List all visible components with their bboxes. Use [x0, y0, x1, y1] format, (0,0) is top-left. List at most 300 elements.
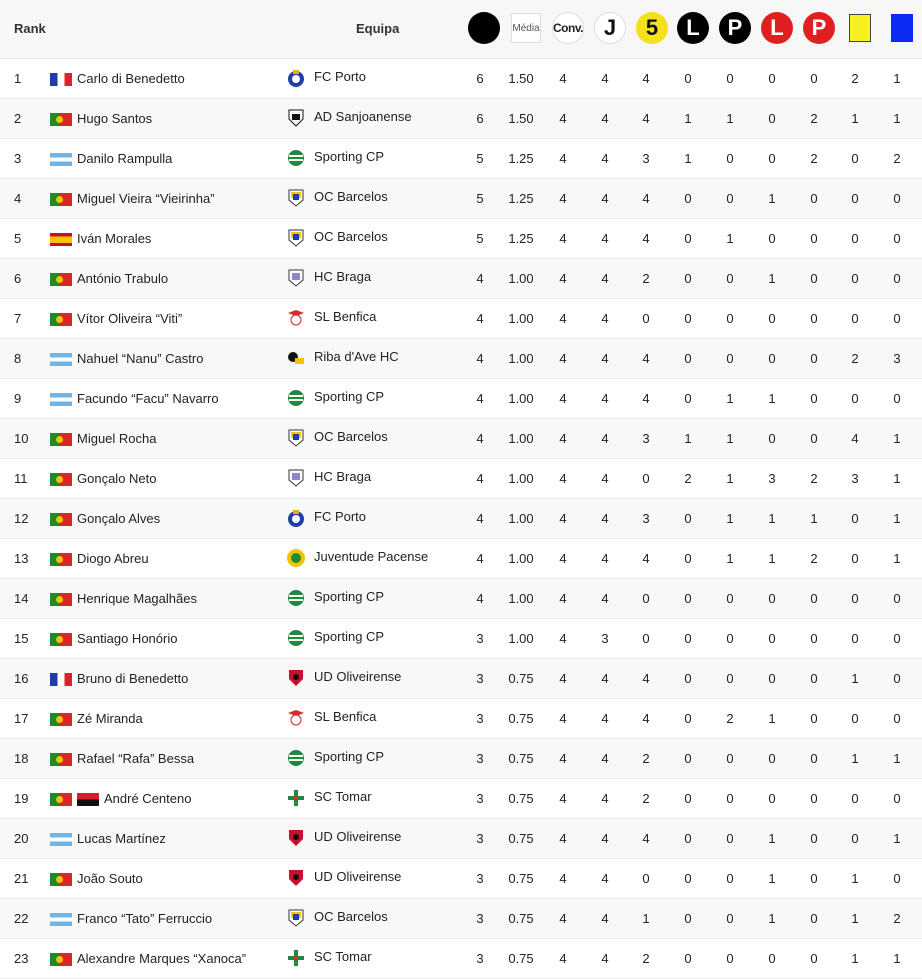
- table-row[interactable]: [0, 859, 922, 899]
- stat-cell: 1: [893, 951, 901, 966]
- table-row[interactable]: [0, 539, 922, 579]
- stat-cell: 4: [642, 231, 650, 246]
- stat-cell: 0: [810, 911, 818, 926]
- stat-cell: 0: [851, 191, 859, 206]
- rank-cell: 1: [14, 71, 22, 86]
- team-name[interactable]: AD Sanjoanense: [314, 109, 412, 124]
- table-row[interactable]: [0, 619, 922, 659]
- stat-cell: 0: [642, 311, 650, 326]
- stat-cell: 4: [476, 271, 484, 286]
- stat-cell: 3: [476, 631, 484, 646]
- player-name[interactable]: Henrique Magalhães: [77, 591, 197, 606]
- flag-pt-icon: [50, 273, 72, 286]
- player-name[interactable]: Lucas Martínez: [77, 831, 166, 846]
- blue-card-icon: [891, 14, 913, 42]
- stat-cell: 4: [601, 351, 609, 366]
- stat-cell: 1: [810, 511, 818, 526]
- ud-oliveirense-crest-icon: [286, 668, 306, 688]
- stat-cell: 4: [559, 151, 567, 166]
- stat-cell: 4: [601, 591, 609, 606]
- stat-cell: 0: [893, 711, 901, 726]
- table-body: [0, 59, 922, 979]
- stat-cell: 1.00: [508, 271, 534, 286]
- stat-cell: 0: [810, 311, 818, 326]
- team-name[interactable]: SC Tomar: [314, 789, 372, 804]
- stat-cell: 4: [559, 391, 567, 406]
- player-name[interactable]: Franco “Tato” Ferruccio: [77, 911, 213, 926]
- stat-cell: 4: [559, 311, 567, 326]
- player-name[interactable]: Miguel Rocha: [77, 431, 157, 446]
- stat-cell: 4: [642, 191, 650, 206]
- rank-cell: 7: [14, 311, 22, 326]
- l-red-circle-icon: L: [761, 12, 793, 44]
- table-row[interactable]: [0, 339, 922, 379]
- ud-oliveirense-crest-icon: [286, 828, 306, 848]
- stat-cell: 4: [476, 591, 484, 606]
- table-row[interactable]: [0, 99, 922, 139]
- stat-cell: 0: [768, 751, 776, 766]
- rank-cell: 3: [14, 151, 22, 166]
- stat-cell: 2: [810, 151, 818, 166]
- stat-cell: 0: [768, 791, 776, 806]
- flag-pt-icon: [50, 513, 72, 526]
- stat-cell: 3: [476, 791, 484, 806]
- table-row[interactable]: [0, 899, 922, 939]
- player-name[interactable]: Hugo Santos: [77, 111, 153, 126]
- team-name[interactable]: SC Tomar: [314, 949, 372, 964]
- stat-cell: 1: [893, 471, 901, 486]
- team-name[interactable]: Riba d'Ave HC: [314, 349, 399, 364]
- stat-cell: 0.75: [508, 791, 534, 806]
- stat-cell: 0: [810, 791, 818, 806]
- stat-cell: 0: [893, 311, 901, 326]
- stat-cell: 4: [559, 431, 567, 446]
- stat-cell: 1.00: [508, 471, 534, 486]
- player-name[interactable]: Carlo di Benedetto: [77, 71, 185, 86]
- player-name[interactable]: Vítor Oliveira “Viti”: [77, 311, 183, 326]
- stat-cell: 0: [684, 751, 692, 766]
- table-row[interactable]: [0, 419, 922, 459]
- stat-cell: 0: [684, 711, 692, 726]
- team-name[interactable]: Sporting CP: [314, 589, 385, 604]
- rank-cell: 9: [14, 391, 22, 406]
- black-circle-icon: [468, 12, 500, 44]
- table-row[interactable]: [0, 939, 922, 979]
- flag-fr-icon: [50, 73, 72, 86]
- fc-porto-crest-icon: [286, 68, 306, 88]
- stat-cell: 0: [768, 151, 776, 166]
- col-media-header[interactable]: [509, 11, 543, 45]
- rank-cell: 10: [14, 431, 29, 446]
- team-name[interactable]: OC Barcelos: [314, 229, 388, 244]
- rank-cell: 21: [14, 871, 29, 886]
- stat-cell: 4: [559, 351, 567, 366]
- table-row[interactable]: [0, 699, 922, 739]
- stat-cell: 3: [476, 911, 484, 926]
- col-five-header[interactable]: [635, 11, 669, 45]
- table-row[interactable]: [0, 219, 922, 259]
- stat-cell: 0: [684, 311, 692, 326]
- stat-cell: 1.50: [508, 111, 534, 126]
- team-name[interactable]: FC Porto: [314, 509, 367, 524]
- p-red-circle-icon: P: [803, 12, 835, 44]
- stat-cell: 2: [893, 911, 901, 926]
- stat-cell: 2: [642, 791, 650, 806]
- player-name[interactable]: Alexandre Marques “Xanoca”: [77, 951, 247, 966]
- stat-cell: 4: [559, 71, 567, 86]
- stat-cell: 1: [726, 511, 734, 526]
- stat-cell: 0: [642, 591, 650, 606]
- flag-ar-icon: [50, 393, 72, 406]
- stat-cell: 0: [893, 791, 901, 806]
- table-row[interactable]: [0, 139, 922, 179]
- team-header[interactable]: Equipa: [356, 21, 400, 36]
- rank-cell: 4: [14, 191, 22, 206]
- rank-cell: 13: [14, 551, 29, 566]
- player-name[interactable]: Miguel Vieira “Vieirinha”: [77, 191, 215, 206]
- juventude-pacense-crest-icon: [286, 548, 306, 568]
- rank-cell: 12: [14, 511, 29, 526]
- stat-cell: 1.25: [508, 191, 534, 206]
- stat-cell: 0.75: [508, 951, 534, 966]
- stat-cell: 4: [851, 431, 859, 446]
- stat-cell: 0: [768, 951, 776, 966]
- flag-pt-icon: [50, 553, 72, 566]
- rank-cell: 23: [14, 951, 29, 966]
- stat-cell: 1: [768, 551, 776, 566]
- player-name[interactable]: Diogo Abreu: [77, 551, 149, 566]
- oc-barcelos-crest-icon: [286, 428, 306, 448]
- stat-cell: 1: [684, 111, 692, 126]
- stat-cell: 0: [851, 271, 859, 286]
- table-row[interactable]: [0, 579, 922, 619]
- team-name[interactable]: SL Benfica: [314, 309, 377, 324]
- stat-cell: 0: [768, 591, 776, 606]
- player-name[interactable]: Bruno di Benedetto: [77, 671, 189, 686]
- stat-cell: 0: [726, 871, 734, 886]
- stat-cell: 2: [642, 271, 650, 286]
- stat-cell: 5: [476, 151, 484, 166]
- flag-pt-icon: [50, 113, 72, 126]
- stat-cell: 0: [684, 831, 692, 846]
- stat-cell: 2: [810, 111, 818, 126]
- stat-cell: 4: [559, 111, 567, 126]
- rank-cell: 16: [14, 671, 29, 686]
- team-name[interactable]: UD Oliveirense: [314, 869, 402, 884]
- col-p-header[interactable]: [718, 11, 752, 45]
- stat-cell: 1: [851, 671, 859, 686]
- stat-cell: 0: [726, 791, 734, 806]
- stat-cell: 0: [768, 111, 776, 126]
- fc-porto-crest-icon: [286, 508, 306, 528]
- stat-cell: 4: [476, 511, 484, 526]
- stat-cell: 0: [851, 391, 859, 406]
- stat-cell: 1: [768, 391, 776, 406]
- player-name[interactable]: Nahuel “Nanu” Castro: [77, 351, 204, 366]
- player-name[interactable]: António Trabulo: [77, 271, 169, 286]
- stat-cell: 0.75: [508, 711, 534, 726]
- player-name[interactable]: Rafael “Rafa” Bessa: [77, 751, 195, 766]
- stat-cell: 0.75: [508, 671, 534, 686]
- stat-cell: 4: [601, 711, 609, 726]
- team-name[interactable]: UD Oliveirense: [314, 669, 402, 684]
- flag-pt-icon: [50, 593, 72, 606]
- col-yellow-card-header[interactable]: [843, 11, 877, 45]
- stat-cell: 4: [559, 671, 567, 686]
- table-row[interactable]: [0, 659, 922, 699]
- stat-cell: 4: [601, 911, 609, 926]
- stat-cell: 0.75: [508, 871, 534, 886]
- player-name[interactable]: João Souto: [77, 871, 143, 886]
- stat-cell: 0: [726, 751, 734, 766]
- stat-cell: 1: [684, 431, 692, 446]
- player-name[interactable]: Danilo Rampulla: [77, 151, 173, 166]
- col-p-red-header[interactable]: [802, 11, 836, 45]
- flag-ar-icon: [50, 353, 72, 366]
- table-row[interactable]: [0, 379, 922, 419]
- stat-cell: 4: [559, 191, 567, 206]
- stat-cell: 1: [893, 511, 901, 526]
- stat-cell: 4: [601, 511, 609, 526]
- table-row[interactable]: [0, 499, 922, 539]
- rank-cell: 8: [14, 351, 22, 366]
- stat-cell: 0: [810, 951, 818, 966]
- stat-cell: 4: [642, 71, 650, 86]
- player-name[interactable]: Gonçalo Neto: [77, 471, 157, 486]
- sl-benfica-crest-icon: [286, 708, 306, 728]
- stat-cell: 0: [851, 151, 859, 166]
- stat-cell: 1.00: [508, 311, 534, 326]
- ud-oliveirense-crest-icon: [286, 868, 306, 888]
- stat-cell: 0: [893, 591, 901, 606]
- col-blue-card-header[interactable]: [885, 11, 919, 45]
- stat-cell: 4: [559, 631, 567, 646]
- stat-cell: 1.25: [508, 151, 534, 166]
- oc-barcelos-crest-icon: [286, 188, 306, 208]
- player-name[interactable]: André Centeno: [104, 791, 192, 806]
- table-row[interactable]: [0, 179, 922, 219]
- stat-cell: 3: [476, 871, 484, 886]
- stat-cell: 4: [559, 751, 567, 766]
- stat-cell: 0: [810, 631, 818, 646]
- stat-cell: 1.00: [508, 431, 534, 446]
- stat-cell: 0: [726, 591, 734, 606]
- stat-cell: 0: [893, 871, 901, 886]
- rank-cell: 15: [14, 631, 29, 646]
- stat-cell: 0: [851, 631, 859, 646]
- stat-cell: 4: [559, 791, 567, 806]
- stat-cell: 0: [851, 831, 859, 846]
- col-l-header[interactable]: [676, 11, 710, 45]
- table-row[interactable]: [0, 59, 922, 99]
- table-row[interactable]: [0, 299, 922, 339]
- stat-cell: 0: [726, 191, 734, 206]
- table-row[interactable]: [0, 259, 922, 299]
- stat-cell: 6: [476, 71, 484, 86]
- stat-cell: 1: [893, 751, 901, 766]
- team-name[interactable]: HC Braga: [314, 269, 372, 284]
- stat-cell: 0: [684, 391, 692, 406]
- flag-ar-icon: [50, 913, 72, 926]
- hc-braga-crest-icon: [286, 468, 306, 488]
- team-name[interactable]: Sporting CP: [314, 149, 385, 164]
- stat-cell: 0: [893, 631, 901, 646]
- player-name[interactable]: Facundo “Facu” Navarro: [77, 391, 219, 406]
- team-name[interactable]: OC Barcelos: [314, 189, 388, 204]
- stat-cell: 4: [601, 191, 609, 206]
- stat-cell: 0: [726, 71, 734, 86]
- stat-cell: 1: [851, 751, 859, 766]
- team-name[interactable]: Sporting CP: [314, 389, 385, 404]
- stat-cell: 2: [642, 951, 650, 966]
- flag-fr-icon: [50, 673, 72, 686]
- stat-cell: 2: [893, 151, 901, 166]
- stat-cell: 0: [810, 711, 818, 726]
- conv-circle-icon: Conv.: [552, 12, 584, 44]
- team-name[interactable]: UD Oliveirense: [314, 829, 402, 844]
- stat-cell: 1: [893, 551, 901, 566]
- stat-cell: 4: [642, 551, 650, 566]
- stat-cell: 3: [768, 471, 776, 486]
- team-name[interactable]: Sporting CP: [314, 629, 385, 644]
- stat-cell: 4: [476, 431, 484, 446]
- rank-cell: 17: [14, 711, 29, 726]
- team-name[interactable]: Sporting CP: [314, 749, 385, 764]
- stat-cell: 0: [768, 631, 776, 646]
- stat-cell: 0: [684, 351, 692, 366]
- p-black-circle-icon: P: [719, 12, 751, 44]
- stat-cell: 0: [684, 231, 692, 246]
- stat-cell: 0: [810, 351, 818, 366]
- stat-cell: 2: [642, 751, 650, 766]
- stat-cell: 3: [476, 671, 484, 686]
- stat-cell: 1.50: [508, 71, 534, 86]
- stat-cell: 0: [851, 551, 859, 566]
- team-name[interactable]: SL Benfica: [314, 709, 377, 724]
- stat-cell: 0: [642, 871, 650, 886]
- stat-cell: 3: [851, 471, 859, 486]
- stat-cell: 3: [476, 831, 484, 846]
- media-box-icon: Média: [511, 13, 541, 43]
- team-name[interactable]: OC Barcelos: [314, 429, 388, 444]
- flag-pt-icon: [50, 873, 72, 886]
- stat-cell: 0: [768, 431, 776, 446]
- col-black-circle-header[interactable]: [467, 11, 501, 45]
- rank-header[interactable]: Rank: [14, 21, 46, 36]
- team-name[interactable]: Juventude Pacense: [314, 549, 429, 564]
- stat-cell: 4: [476, 551, 484, 566]
- riba-dave-crest-icon: [286, 348, 306, 368]
- rank-cell: 18: [14, 751, 29, 766]
- stat-cell: 3: [476, 711, 484, 726]
- stat-cell: 1.00: [508, 631, 534, 646]
- rank-cell: 19: [14, 791, 29, 806]
- stat-cell: 1: [642, 911, 650, 926]
- stat-cell: 0: [851, 311, 859, 326]
- player-name[interactable]: Zé Miranda: [77, 711, 143, 726]
- team-name[interactable]: OC Barcelos: [314, 909, 388, 924]
- stat-cell: 0: [684, 791, 692, 806]
- stat-cell: 4: [601, 471, 609, 486]
- rank-cell: 5: [14, 231, 22, 246]
- stat-cell: 0: [851, 711, 859, 726]
- stat-cell: 4: [642, 111, 650, 126]
- stat-cell: 4: [601, 71, 609, 86]
- stat-cell: 0: [768, 231, 776, 246]
- stat-cell: 2: [851, 71, 859, 86]
- stat-cell: 1: [726, 391, 734, 406]
- stat-cell: 4: [601, 831, 609, 846]
- team-name[interactable]: FC Porto: [314, 69, 367, 84]
- flag-pt-icon: [50, 473, 72, 486]
- stat-cell: 4: [642, 671, 650, 686]
- table-row[interactable]: [0, 739, 922, 779]
- stat-cell: 0: [726, 151, 734, 166]
- stat-cell: 4: [601, 311, 609, 326]
- stat-cell: 0: [726, 831, 734, 846]
- team-name[interactable]: HC Braga: [314, 469, 372, 484]
- stat-cell: 0: [810, 391, 818, 406]
- five-yellow-circle-icon: 5: [636, 12, 668, 44]
- stat-cell: 1: [851, 951, 859, 966]
- col-j-header[interactable]: [593, 11, 627, 45]
- stat-cell: 0: [726, 311, 734, 326]
- stat-cell: 1: [851, 871, 859, 886]
- stat-cell: 3: [893, 351, 901, 366]
- stat-cell: 4: [476, 471, 484, 486]
- stat-cell: 2: [726, 711, 734, 726]
- stat-cell: 0.75: [508, 911, 534, 926]
- col-conv-header[interactable]: [551, 11, 585, 45]
- stat-cell: 0: [768, 671, 776, 686]
- stat-cell: 4: [601, 671, 609, 686]
- stat-cell: 3: [642, 431, 650, 446]
- stat-cell: 4: [559, 871, 567, 886]
- table-row[interactable]: [0, 779, 922, 819]
- flag-pt-icon: [50, 753, 72, 766]
- table-row[interactable]: [0, 459, 922, 499]
- table-row[interactable]: [0, 819, 922, 859]
- stat-cell: 0: [810, 431, 818, 446]
- stat-cell: 1: [893, 831, 901, 846]
- stat-cell: 1: [768, 711, 776, 726]
- stat-cell: 0: [810, 871, 818, 886]
- stat-cell: 1: [768, 871, 776, 886]
- stat-cell: 0: [768, 311, 776, 326]
- col-l-red-header[interactable]: [760, 11, 794, 45]
- stat-cell: 0: [684, 951, 692, 966]
- stat-cell: 5: [476, 191, 484, 206]
- rank-cell: 11: [14, 471, 28, 486]
- stat-cell: 1: [893, 431, 901, 446]
- rank-cell: 22: [14, 911, 29, 926]
- stat-cell: 0: [893, 671, 901, 686]
- player-name[interactable]: Iván Morales: [77, 231, 152, 246]
- stat-cell: 4: [601, 951, 609, 966]
- j-circle-icon: J: [594, 12, 626, 44]
- player-name[interactable]: Gonçalo Alves: [77, 511, 161, 526]
- stat-cell: 4: [559, 471, 567, 486]
- stat-cell: 3: [476, 951, 484, 966]
- player-name[interactable]: Santiago Honório: [77, 631, 178, 646]
- stat-cell: 0: [726, 631, 734, 646]
- stat-cell: 4: [559, 711, 567, 726]
- stat-cell: 4: [601, 751, 609, 766]
- stat-cell: 1: [768, 831, 776, 846]
- l-black-circle-icon: L: [677, 12, 709, 44]
- stat-cell: 1.00: [508, 351, 534, 366]
- stat-cell: 0: [684, 551, 692, 566]
